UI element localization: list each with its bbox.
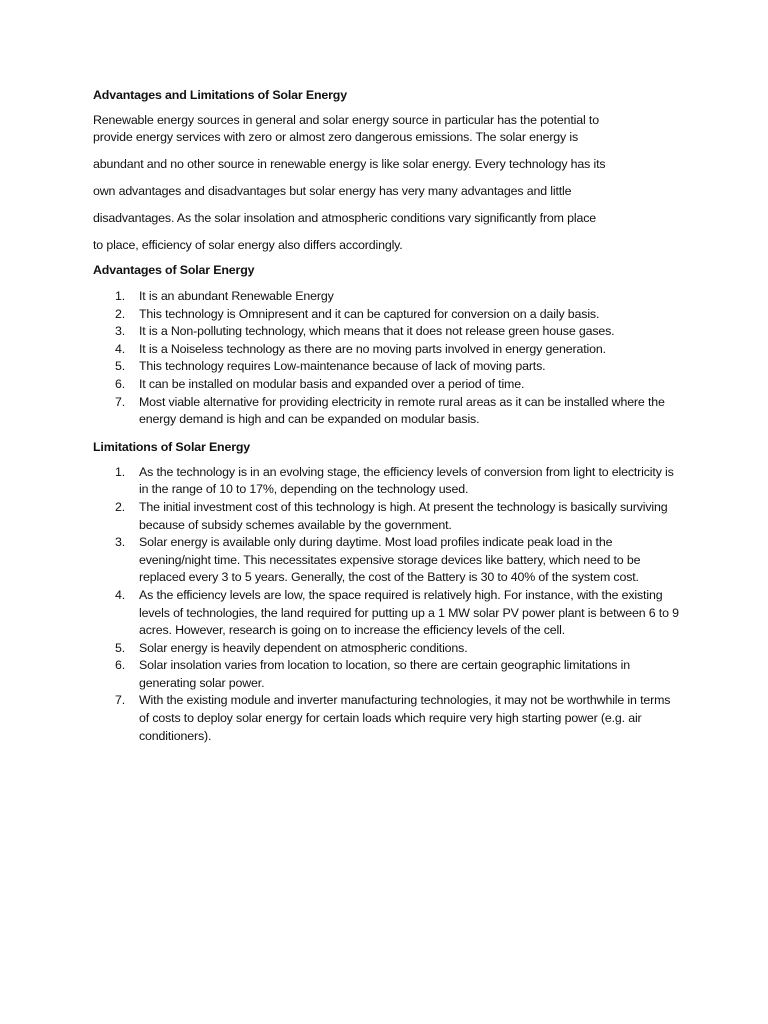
document-title: Advantages and Limitations of Solar Energy — [93, 88, 347, 102]
list-text: This technology requires Low-maintenance because of lack of moving parts. — [139, 359, 546, 374]
list-item — [93, 587, 683, 640]
list-item — [93, 288, 683, 306]
list-number: 6. — [115, 376, 126, 391]
list-item — [93, 306, 683, 324]
list-number: 3. — [115, 535, 126, 550]
list-text: It is a Noiseless technology as there are no moving parts involved in energy generation. — [139, 341, 606, 356]
limitations-heading: Limitations of Solar Energy — [93, 439, 251, 454]
list-item — [93, 657, 683, 692]
list-number: 6. — [115, 658, 126, 673]
list-number: 2. — [115, 499, 126, 514]
list-number: 2. — [115, 306, 126, 321]
list-text: It can be installed on modular basis and expanded over a period of time. — [139, 376, 525, 391]
list-text: Most viable alternative for providing electricity in remote rural areas as it can be installed where the energy demand is high and can be expanded on modular basis. — [139, 394, 665, 427]
intro-line: own advantages and disadvantages but solar energy has very many advantages and little — [93, 184, 572, 198]
list-number: 7. — [115, 394, 126, 409]
intro-line: abundant and no other source in renewable energy is like solar energy. Every technology has its — [93, 157, 606, 171]
advantages-heading: Advantages of Solar Energy — [93, 263, 255, 277]
list-text: It is a Non-polluting technology, which means that it does not release green house gases. — [139, 324, 615, 339]
list-text: As the efficiency levels are low, the space required is relatively high. For instance, with the existing levels of technologies, the land required for putting up a 1 MW solar PV power plant is between 6 to 9 acres. However, research is going on to increase the efficiency levels of the cell. — [139, 587, 679, 638]
list-number: 4. — [115, 587, 126, 602]
list-number: 1. — [115, 464, 126, 479]
document-page — [93, 87, 683, 745]
list-item — [93, 394, 683, 429]
list-item — [93, 358, 683, 376]
list-text: Solar insolation varies from location to location, so there are certain geographic limitations in generating solar power. — [139, 658, 630, 690]
advantages-list — [93, 288, 683, 429]
intro-paragraph — [93, 112, 683, 254]
list-item — [93, 341, 683, 359]
list-item — [93, 376, 683, 394]
list-number: 7. — [115, 693, 126, 708]
list-number: 1. — [115, 289, 126, 303]
list-item — [93, 692, 683, 745]
list-text: The initial investment cost of this technology is high. At present the technology is basically surviving because of subsidy schemes available by the government. — [139, 499, 668, 532]
intro-line: disadvantages. As the solar insolation and atmospheric conditions vary significantly from place — [93, 211, 596, 225]
intro-line: to place, efficiency of solar energy also differs accordingly. — [93, 238, 403, 252]
list-text: It is an abundant Renewable Energy — [139, 289, 334, 303]
list-item — [93, 464, 683, 499]
list-item — [93, 534, 683, 587]
list-text: As the technology is in an evolving stage, the efficiency levels of conversion from light to electricity is in the range of 10 to 17%, depending on the technology used. — [139, 464, 674, 497]
list-text: With the existing module and inverter manufacturing technologies, it may not be worthwhile in terms of costs to deploy solar energy for certain loads which require very high starting power (e.g. air conditioners). — [139, 693, 671, 743]
intro-line: provide energy services with zero or almost zero dangerous emissions. The solar energy is — [93, 130, 579, 144]
list-number: 3. — [115, 324, 126, 339]
list-item — [93, 499, 683, 534]
list-number: 4. — [115, 341, 126, 356]
list-text: Solar energy is heavily dependent on atmospheric conditions. — [139, 640, 468, 655]
limitations-list — [93, 464, 683, 746]
list-item — [93, 323, 683, 341]
list-number: 5. — [115, 359, 126, 374]
list-item — [93, 640, 683, 658]
intro-line: Renewable energy sources in general and solar energy source in particular has the potential to — [93, 113, 599, 127]
list-text: Solar energy is available only during daytime. Most load profiles indicate peak load in the evening/night time. This necessitates expensive storage devices like battery, which need to be replaced every 3 to 5 years. Generally, the cost of the Battery is 30 to 40% of the system cost. — [139, 535, 641, 585]
list-text: This technology is Omnipresent and it can be captured for conversion on a daily basis. — [139, 306, 600, 321]
list-number: 5. — [115, 640, 126, 655]
